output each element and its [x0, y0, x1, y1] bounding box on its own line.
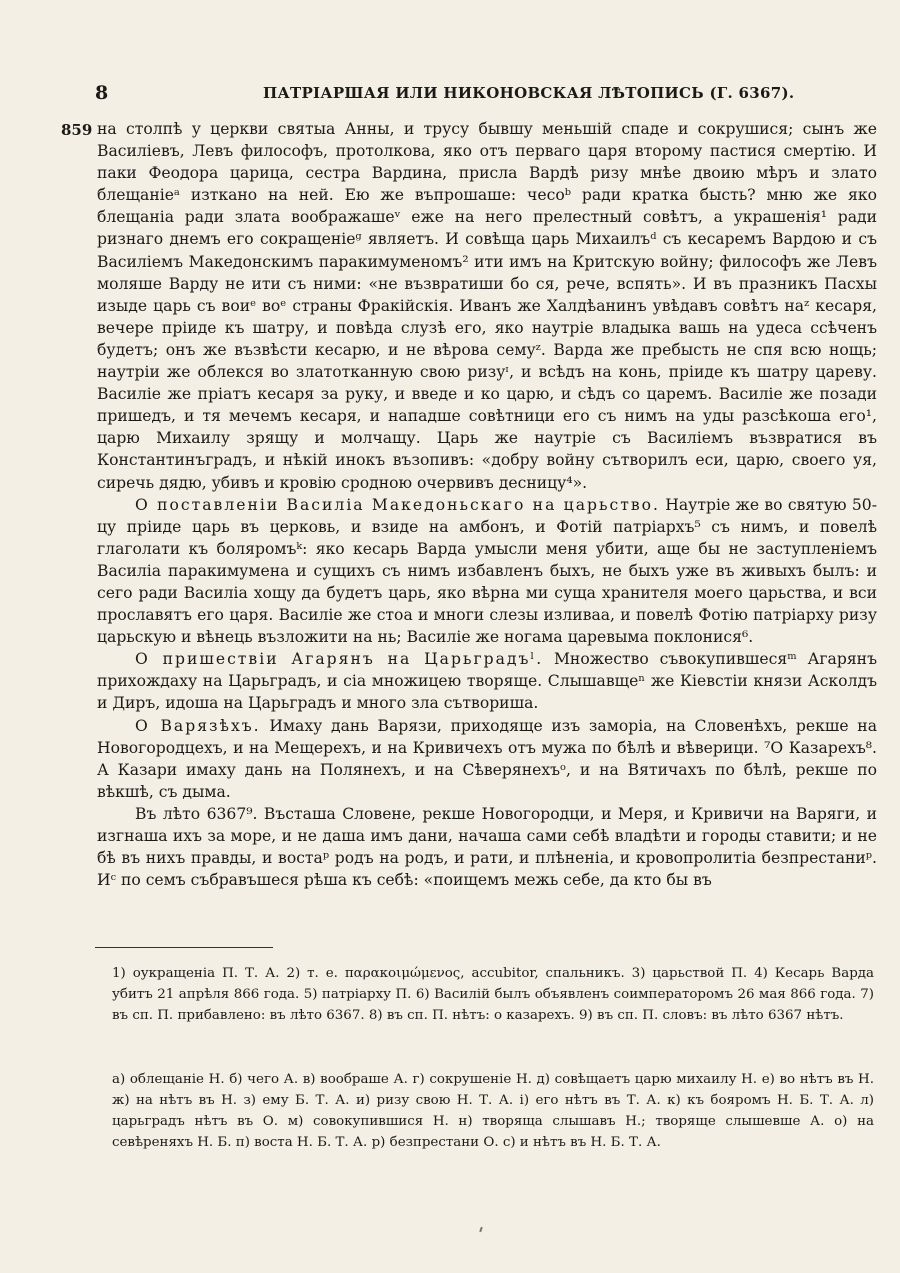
variant-readings [112, 1069, 874, 1153]
paragraph: О поставленіи Василіа Македоньскаго на царьство. Наутріе же во святую 50-цу пріиде царь въ церковь, и взиде на амбонъ, и Фотій патріархъ⁵ съ нимъ, и повелѣ глаголати къ боляромъᵏ: яко кесарь Варда умысли меня убити, аще бы не заступленіемъ Василіа паракимумена и сущихъ съ нимъ избавленъ быхъ, не быхъ уже въ живыхъ былъ: и сего ради Василіа хощу да будетъ царь, яко вѣрна ми суща хранителя моего царьства, и вси прославятъ его царя. Василіе же стоа и многи слезы изливаа, и повелѣ Фотію патріарху ризу царьскую и вѣнець възложити на нь; Василіе же ногама царевыма поклонися⁶. [97, 495, 878, 647]
paragraph: О Варязѣхъ. Имаху дань Варязи, приходяще изъ заморіа, на Словенѣхъ, рекше на Новогородцехъ, и на Мещерехъ, и на Кривичехъ отъ мужа по бѣлѣ и вѣверици. ⁷О Казарехъ⁸. А Казари имаху дань на Полянехъ, и на Сѣверянехъᵒ, и на Вятичахъ по бѣлѣ, рекше по вѣкшѣ, съ дыма. [97, 716, 877, 801]
paragraph: О пришествіи Агарянъ на Царьградъˡ. Множество съвокупившесяᵐ Агарянъ прихождаху на Царьградъ, и сіа множицею творяще. Слышавщеⁿ же Кіевстіи князи Асколдъ и Диръ, идоша на Царьградъ и много зла сътвориша. [97, 650, 877, 713]
running-title: ПАТРІАРШАЯ ИЛИ НИКОНОВСКАЯ ЛѢТОПИСЬ (Г. 6367). [263, 84, 795, 102]
margin-year-mark: 859 [61, 121, 93, 139]
paragraph: Въ лѣто 6367⁹. Въсташа Словене, рекше Новогородци, и Меря, и Кривичи на Варяги, и изгнаша ихъ за море, и не даша имъ дани, начаша сами себѣ владѣти и городы ставити; и не бѣ въ нихъ правды, и востаᵖ родъ на родъ, и рати, и плѣненіа, и кровопролитіа безпрестаниᵖ. Иᶜ по семъ събравъшеся рѣша къ себѣ: «поищемъ межь себе, да кто бы въ [97, 804, 877, 890]
footnotes [112, 963, 874, 1026]
main-text [97, 118, 877, 891]
page-number: 8 [95, 82, 109, 104]
footnote-divider [95, 947, 273, 948]
section-heading: О пришествіи Агарянъ на Царьградъˡ. [135, 650, 544, 669]
section-heading: О поставленіи Василіа Македоньскаго на царьство. [135, 495, 660, 514]
paragraph: на столпѣ у церкви святыа Анны, и трусу бывшу меньшій спаде и сокрушися; сынъ же Василіевъ, Левъ философъ, протолкова, яко отъ перваго царя второму пастися смертію. И паки Феодора царица, сестра Вардина, присла Вардѣ ризу мнѣе двоию мѣръ и злато блещаніеᵃ изткано на ней. Ею же въпрошаше: чесоᵇ ради кратка бысть? мню же яко блещаніа ради злата воображашеᵛ еже на него прелестный совѣтъ, а украшенія¹ ради ризнаго днемъ его сокращеніеᵍ являетъ. И совѣща царь Михаилъᵈ съ кесаремъ Вардою и съ Василіемъ Македонскимъ паракимуменомъ² ити имъ на Критскую войну; философъ же Левъ моляше Варду не ити съ ними: «не възвратиши бо ся, рече, вспять». И въ празникъ Пасхы изыде царь съ воиᵉ воᵉ страны Фракійскія. Иванъ же Халдѣанинъ увѣдавъ совѣтъ наᶻ кесаря, вечере пріиде къ шатру, и повѣда слузѣ его, яко наутріе владыка вашь на удеса ссѣченъ будетъ; онъ же възвѣсти кесарю, и не вѣрова семуᶻ. Варда же пребысть не спя всю нощь; наутріи же облекся во златотканную свою ризуᶦ, и всѣдъ на конь, пріиде къ шатру цареву. Василіе же пріатъ кесаря за руку, и введе и ко царю, и сѣдъ со царемъ. Василіе же позади пришедъ, и тя мечемъ кесаря, и нападше совѣтници его съ нимъ на уды разсѣкоша его¹, царю Михаилу зрящу и молчащу. Царь же наутріе съ Василіемъ възвратися въ Константинъградъ, и нѣкій инокъ възопивъ: «добру войну сътворилъ еси, царю, своего уя, сиречь дядю, убивъ и кровію сродною очервивъ десницу⁴». [97, 120, 877, 492]
section-heading: О Варязѣхъ. [135, 716, 261, 735]
paper-speck [479, 1227, 483, 1232]
footnote-text: 1) оукращеніа П. Т. А. 2) т. е. παρακοιμώμενος, accubitor, спальникъ. 3) царьствой П. 4) Кесарь Варда убитъ 21 апрѣля 866 года. 5) патріарху П. 6) Василій былъ объявленъ соимператоромъ 26 мая 866 года. 7) въ сп. П. прибавлено: въ лѣто 6367. 8) въ сп. П. нѣтъ: о казарехъ. 9) въ сп. П. словъ: въ лѣто 6367 нѣтъ. [112, 966, 874, 1023]
page-header [95, 82, 885, 112]
variant-text: а) облещаніе Н. б) чего А. в) вообраше А. г) сокрушеніе Н. д) совѣщаетъ царю михаилу Н. е) во нѣтъ въ Н. ж) на нѣтъ въ Н. з) ему Б. Т. А. и) ризу свою Н. Т. А. і) его нѣтъ въ Т. А. к) къ бояромъ Н. Б. Т. А. л) царьградъ нѣтъ въ О. м) совокупившися Н. н) творяща слышавъ Н.; творяще слышевше А. о) на севѣреняхъ Н. Б. п) воста Н. Б. Т. А. р) безпрестани О. с) и нѣтъ въ Н. Б. Т. А. [112, 1072, 874, 1150]
